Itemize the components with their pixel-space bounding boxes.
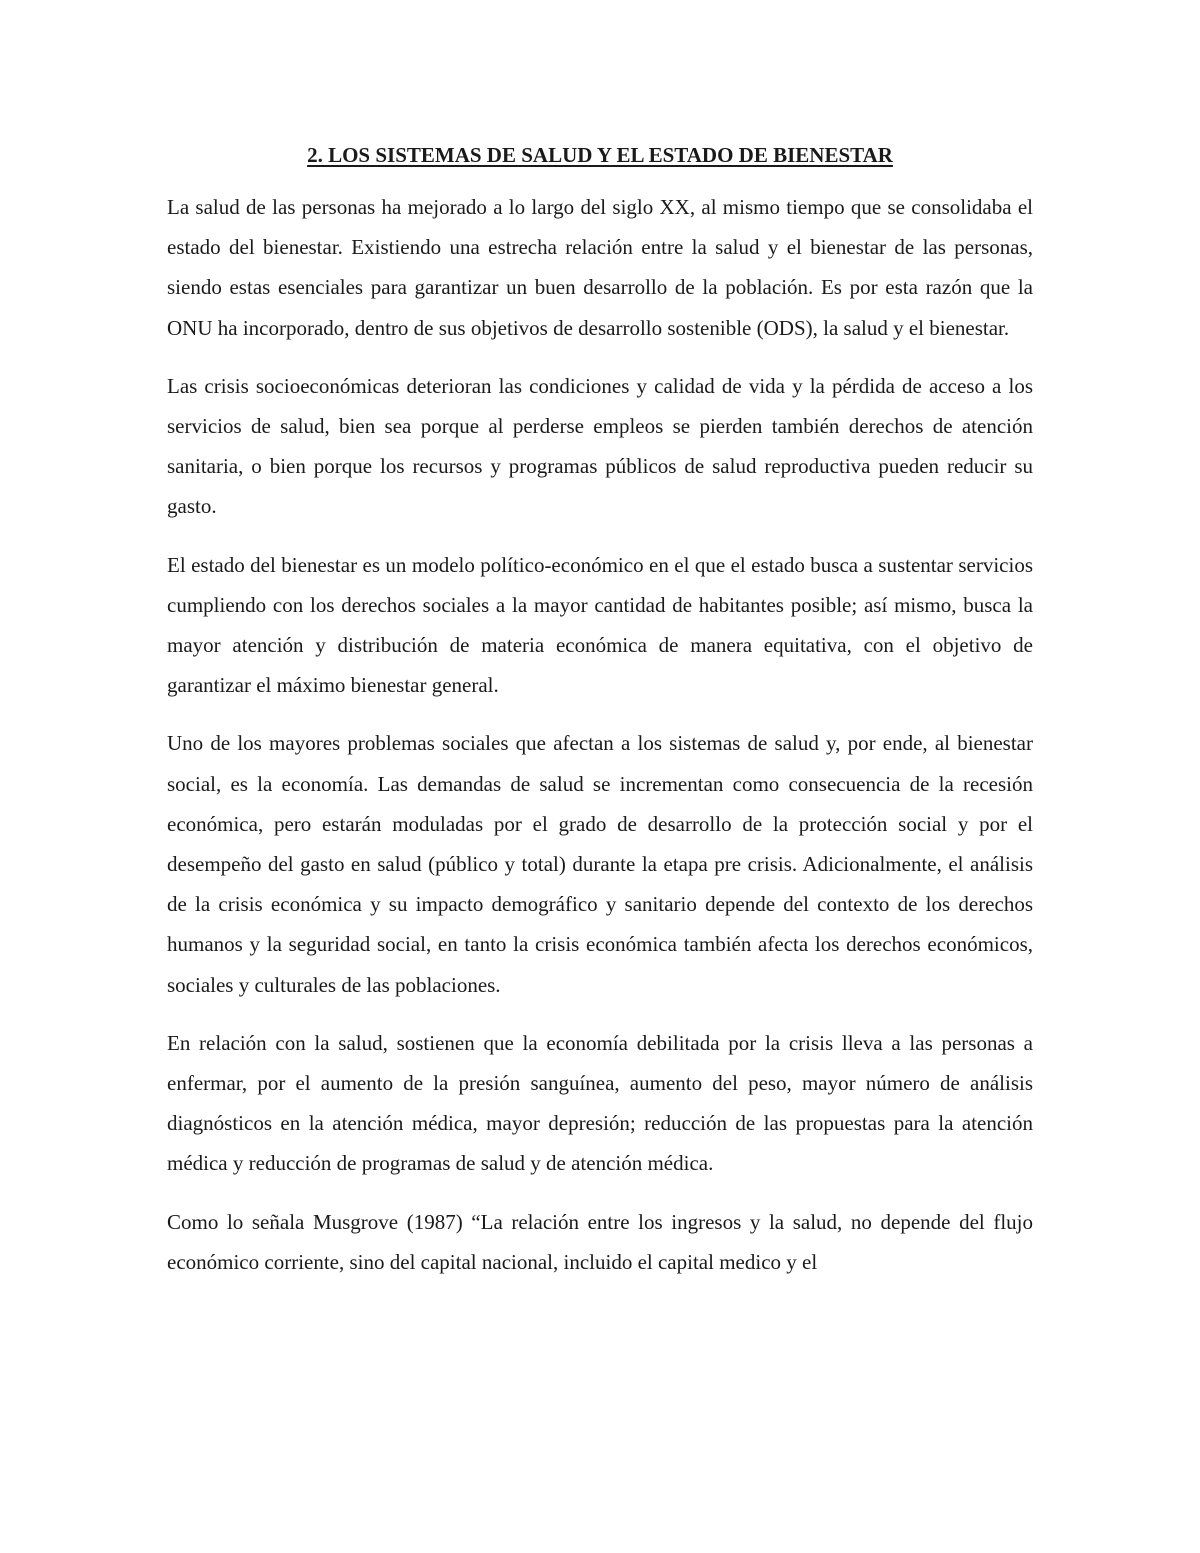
- paragraph-3: El estado del bienestar es un modelo político-económico en el que el estado busca a sustentar servicios cumpliendo con los derechos sociales a la mayor cantidad de habitantes posible; así mismo, busca la mayor atención y distribución de materia económica de manera equitativa, con el objetivo de garantizar el máximo bienestar general.: [167, 552, 1033, 698]
- paragraph-5: En relación con la salud, sostienen que la economía debilitada por la crisis lleva a las personas a enfermar, por el aumento de la presión sanguínea, aumento del peso, mayor número de análisis diagnósticos en la atención médica, mayor depresión; reducción de las propuestas para la atención médica y reducción de programas de salud y de atención médica.: [167, 1030, 1033, 1176]
- paragraph-1: La salud de las personas ha mejorado a lo largo del siglo XX, al mismo tiempo que se consolidaba el estado del bienestar. Existiendo una estrecha relación entre la salud y el bienestar de las personas, siendo estas esenciales para garantizar un buen desarrollo de la población. Es por esta razón que la ONU ha incorporado, dentro de sus objetivos de desarrollo sostenible (ODS), la salud y el bienestar.: [167, 195, 1033, 340]
- paragraph-2: Las crisis socioeconómicas deterioran las condiciones y calidad de vida y la pérdida de acceso a los servicios de salud, bien sea porque al perderse empleos se pierden también derechos de atención sanitaria, o bien porque los recursos y programas públicos de salud reproductiva pueden reducir su gasto.: [167, 373, 1033, 519]
- paragraph-6: Como lo señala Musgrove (1987) “La relación entre los ingresos y la salud, no depende del flujo económico corriente, sino del capital nacional, incluido el capital medico y el: [167, 1209, 1033, 1274]
- section-title: 2. LOS SISTEMAS DE SALUD Y EL ESTADO DE BIENESTAR: [307, 143, 893, 167]
- document-body: [167, 139, 1033, 1282]
- paragraph-4: Uno de los mayores problemas sociales que afectan a los sistemas de salud y, por ende, al bienestar social, es la economía. Las demandas de salud se incrementan como consecuencia de la recesión económica, pero estarán moduladas por el grado de desarrollo de la protección social y por el desempeño del gasto en salud (público y total) durante la etapa pre crisis. Adicionalmente, el análisis de la crisis económica y su impacto demográfico y sanitario depende del contexto de los derechos humanos y la seguridad social, en tanto la crisis económica también afecta los derechos económicos, sociales y culturales de las poblaciones.: [167, 731, 1033, 997]
